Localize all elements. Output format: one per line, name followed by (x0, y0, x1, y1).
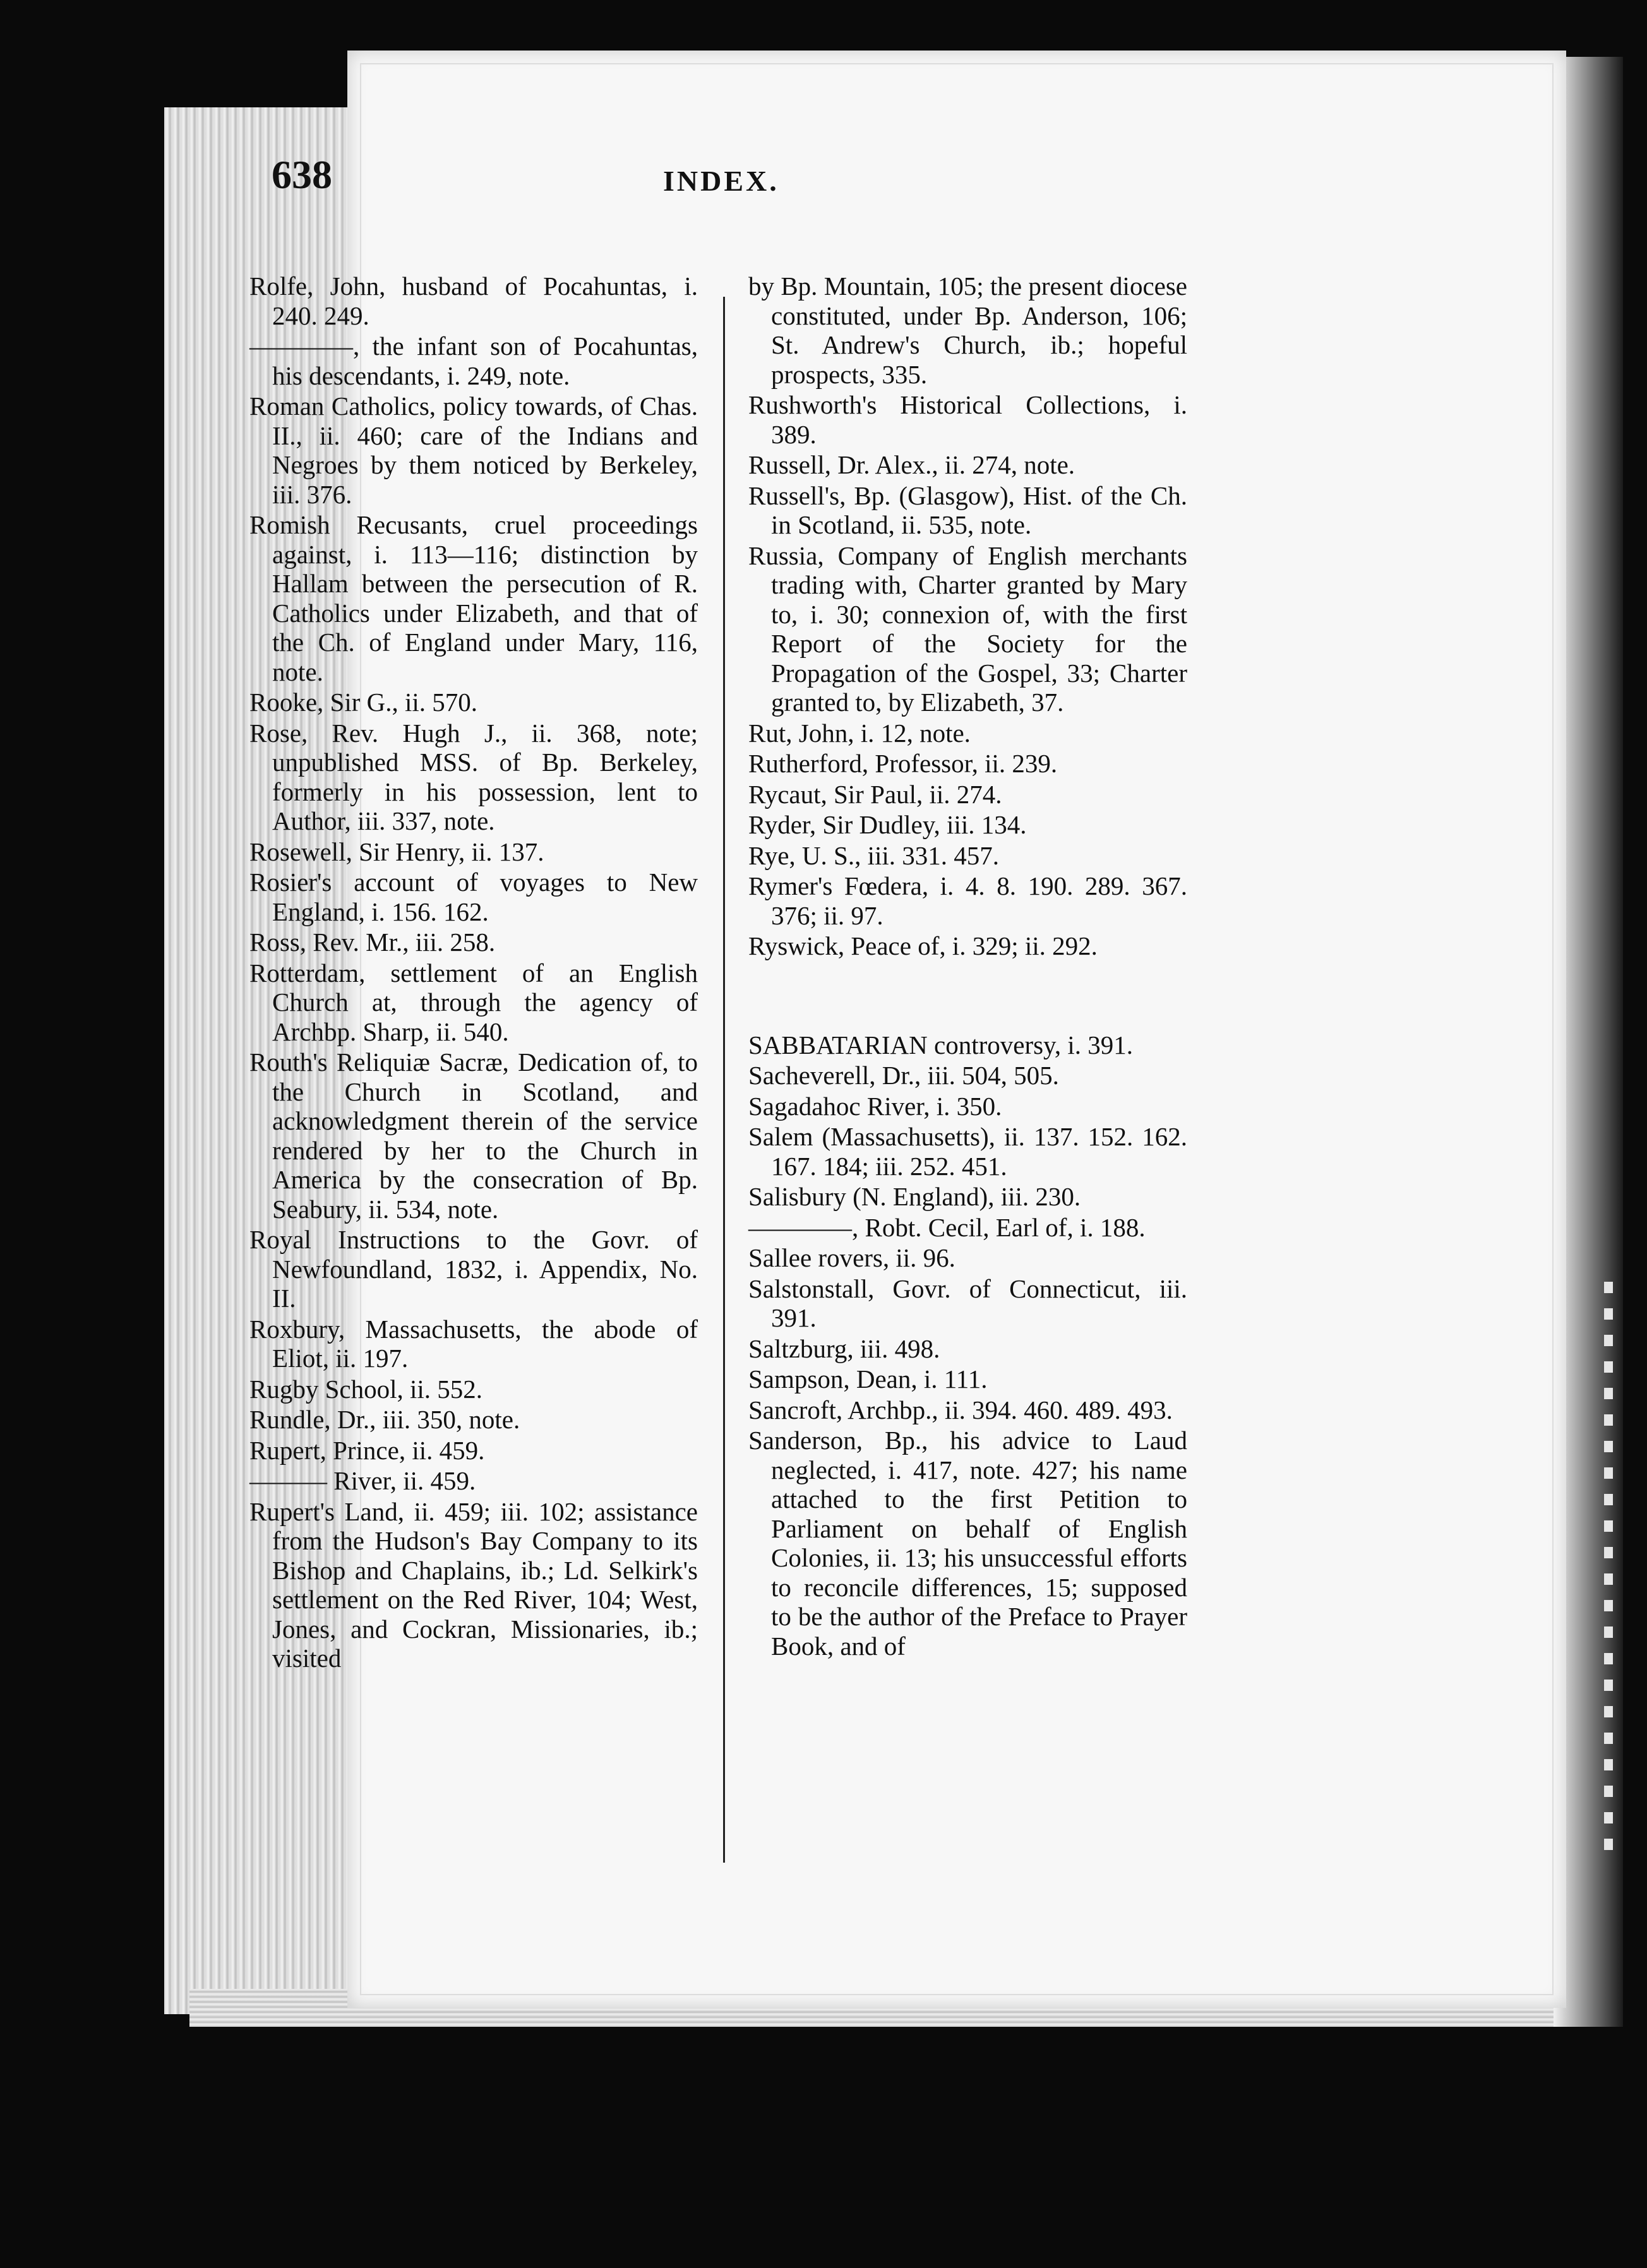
index-entry: Salstonstall, Govr. of Connecticut, iii. 391. (748, 1274, 1187, 1332)
index-entry: Rye, U. S., iii. 331. 457. (748, 840, 999, 870)
index-entry: Rundle, Dr., iii. 350, note. (249, 1405, 520, 1434)
margin-marks (1604, 1282, 1613, 1850)
index-entry: Rugby School, ii. 552. (249, 1374, 483, 1404)
index-entry: Sanderson, Bp., his advice to Laud neglected, i. 417, note. 427; his name attached to the first Petition to Parliament on behalf of English Colonies, ii. 13; his unsuccessful efforts to reconcile differences, 15; supposed to be the author of the Preface to Prayer Book, and of (748, 1426, 1187, 1661)
index-entry: Rut, John, i. 12, note. (748, 718, 971, 748)
index-entry: ————, the infant son of Pocahuntas, his descendants, i. 249, note. (249, 331, 698, 390)
index-entry: Ross, Rev. Mr., iii. 258. (249, 928, 496, 957)
index-entry: Rymer's Fœdera, i. 4. 8. 190. 289. 367. 376; ii. 97. (748, 871, 1187, 930)
index-entry: Rupert, Prince, ii. 459. (249, 1435, 485, 1465)
column-divider (723, 297, 725, 1863)
index-column-left (249, 272, 698, 1674)
index-entry: Royal Instructions to the Govr. of Newfoundland, 1832, i. Appendix, No. II. (249, 1225, 698, 1313)
page-title: INDEX. (663, 165, 779, 197)
index-entry: Routh's Reliquiæ Sacræ, Dedication of, to the Church in Scotland, and acknowledgment therein of the service rendered by her to the Church in America by the consecration of Bp. Seabury, ii. 534, note. (249, 1047, 698, 1224)
index-entry: Salem (Massachusetts), ii. 137. 152. 162. 167. 184; iii. 252. 451. (748, 1122, 1187, 1181)
index-entry: Rutherford, Professor, ii. 239. (748, 749, 1058, 778)
index-entry: Sancroft, Archbp., ii. 394. 460. 489. 493. (748, 1395, 1173, 1424)
letter-section-gap (748, 962, 1187, 1030)
index-column-right (748, 272, 1187, 1662)
index-entry: SABBATARIAN controversy, i. 391. (748, 1030, 1134, 1059)
page-number: 638 (272, 152, 332, 197)
index-entry: Sallee rovers, ii. 96. (748, 1243, 955, 1272)
index-entry: Rotterdam, settlement of an English Church at, through the agency of Archbp. Sharp, ii. 540. (249, 958, 698, 1046)
index-entry: Rolfe, John, husband of Pocahuntas, i. 240. 249. (249, 272, 698, 330)
index-entry: Russia, Company of English merchants trading with, Charter granted by Mary to, i. 30; connexion of, with the first Report of the Society for the Propagation of the Gospel, 33; Charter granted to, by Elizabeth, 37. (748, 540, 1187, 717)
index-entry: Ryder, Sir Dudley, iii. 134. (748, 810, 1027, 839)
index-entry: Rycaut, Sir Paul, ii. 274. (748, 779, 1002, 809)
index-entry: Saltzburg, iii. 498. (748, 1334, 940, 1363)
index-entry: Sampson, Dean, i. 111. (748, 1364, 988, 1394)
index-entry: ——— River, ii. 459. (249, 1466, 476, 1495)
index-entry: Roman Catholics, policy towards, of Chas. II., ii. 460; care of the Indians and Negroes by them noticed by Berkeley, iii. 376. (249, 391, 698, 509)
index-entry: Romish Recusants, cruel proceedings against, i. 113—116; distinction by Hallam between the persecution of R. Catholics under Elizabeth, and that of the Ch. of England under Mary, 116, note. (249, 510, 698, 686)
index-entry: Sacheverell, Dr., iii. 504, 505. (748, 1061, 1059, 1090)
index-entry: Sagadahoc River, i. 350. (748, 1091, 1002, 1121)
index-entry: Rosier's account of voyages to New England, i. 156. 162. (249, 868, 698, 926)
index-entry: Rooke, Sir G., ii. 570. (249, 688, 478, 717)
index-entry: Rupert's Land, ii. 459; iii. 102; assistance from the Hudson's Bay Company to its Bishop and Chaplains, ib.; Ld. Selkirk's settlement on the Red River, 104; West, Jones, and Cockran, Missionaries, ib.; visited (249, 1496, 698, 1673)
index-entry: Salisbury (N. England), iii. 230. (748, 1182, 1081, 1211)
index-entry: ————, Robt. Cecil, Earl of, i. 188. (748, 1212, 1146, 1242)
index-entries-r (748, 272, 1187, 961)
index-entry: Roxbury, Massachusetts, the abode of Eliot, ii. 197. (249, 1314, 698, 1373)
index-entry: Russell, Dr. Alex., ii. 274, note. (748, 450, 1075, 479)
page-header (272, 152, 1143, 227)
index-entry: Rosewell, Sir Henry, ii. 137. (249, 837, 544, 866)
index-entry: Russell's, Bp. (Glasgow), Hist. of the Ch. in Scotland, ii. 535, note. (748, 480, 1187, 539)
index-entry: Rose, Rev. Hugh J., ii. 368, note; unpublished MSS. of Bp. Berkeley, formerly in his possession, lent to Author, iii. 337, note. (249, 718, 698, 835)
index-entries-s (748, 1030, 1187, 1661)
index-entry: Rushworth's Historical Collections, i. 389. (748, 390, 1187, 449)
index-entry: by Bp. Mountain, 105; the present diocese constituted, under Bp. Anderson, 106; St. Andrew's Church, ib.; hopeful prospects, 335. (748, 272, 1187, 389)
index-entry: Ryswick, Peace of, i. 329; ii. 292. (748, 931, 1098, 960)
